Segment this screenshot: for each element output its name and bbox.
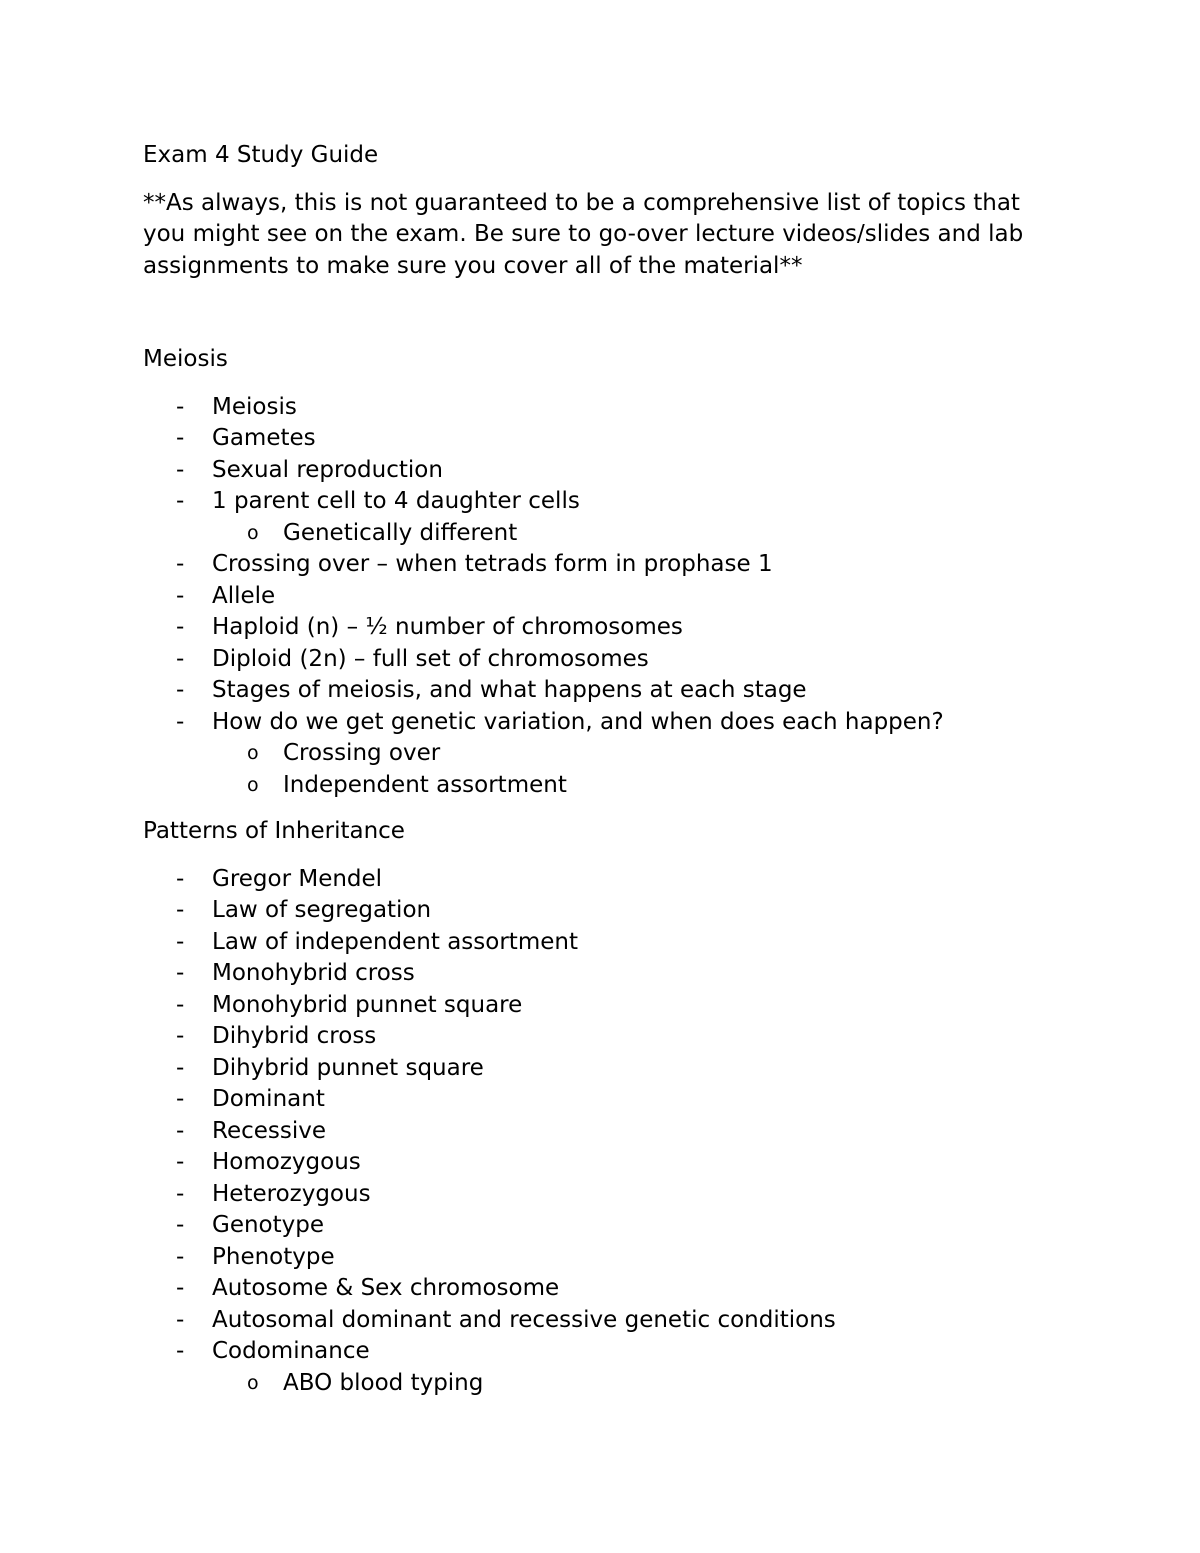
sections-container (143, 344, 1063, 1399)
list-item-text: Autosome & Sex chromosome (212, 1275, 560, 1301)
list-item-text: Homozygous (212, 1149, 361, 1175)
list-item (143, 392, 1063, 424)
dash-bullet-icon: - (176, 677, 185, 703)
list-item (143, 1053, 1063, 1085)
sub-list-item-text: Genetically different (283, 519, 518, 546)
dash-bullet-icon: - (176, 897, 185, 923)
list-item (143, 455, 1063, 487)
intro-paragraph: **As always, this is not guaranteed to be a comprehensive list of topics that you might see on the exam. Be sure to go-over lecture videos/slides and lab assignments to make sure you cover all of the material** (143, 189, 1024, 279)
dash-bullet-icon: - (176, 1275, 185, 1301)
list-item-text: 1 parent cell to 4 daughter cells (212, 488, 580, 514)
list-item-text: How do we get genetic variation, and when does each happen? (212, 708, 944, 735)
sub-list-item-text: ABO blood typing (283, 1369, 484, 1396)
list-item-text: Dihybrid cross (212, 1023, 377, 1049)
list-item (143, 864, 1063, 896)
list-item (143, 612, 1063, 644)
list-item-text: Gametes (212, 425, 316, 451)
list-item (143, 1084, 1063, 1116)
list-item (143, 423, 1063, 455)
list-item (143, 581, 1063, 613)
dash-bullet-icon: - (176, 1338, 185, 1364)
dash-bullet-icon: - (176, 645, 185, 672)
list-item-text: Stages of meiosis, and what happens at each stage (212, 677, 807, 703)
list-item-text: Crossing over – when tetrads form in prophase 1 (212, 551, 773, 577)
sub-list-item-text: Independent assortment (283, 771, 567, 798)
dash-bullet-icon: - (176, 1306, 185, 1333)
circle-bullet-icon: o (247, 1371, 259, 1394)
document-title: Exam 4 Study Guide (143, 142, 379, 168)
dash-bullet-icon: - (176, 928, 185, 955)
dash-bullet-icon: - (176, 1243, 185, 1270)
list-item-text: Recessive (212, 1117, 327, 1144)
sub-list-item (212, 738, 1063, 770)
sub-list-item (212, 770, 1063, 802)
section-heading: Meiosis (143, 346, 228, 372)
dash-bullet-icon: - (176, 614, 185, 640)
list-item (143, 1336, 1063, 1399)
dash-bullet-icon: - (176, 865, 185, 892)
circle-bullet-icon: o (247, 773, 259, 796)
list-item (143, 486, 1063, 549)
sub-list-item (212, 1368, 1063, 1400)
list-item-text: Law of independent assortment (212, 928, 578, 955)
list-item (143, 1021, 1063, 1053)
sub-bullet-list (212, 1368, 1063, 1400)
list-item-text: Autosomal dominant and recessive genetic conditions (212, 1306, 836, 1333)
list-item (143, 549, 1063, 581)
list-item-text: Phenotype (212, 1243, 335, 1270)
list-item-text: Law of segregation (212, 897, 432, 923)
list-item (143, 1273, 1063, 1305)
list-item (143, 1147, 1063, 1179)
list-item-text: Dominant (212, 1086, 325, 1112)
dash-bullet-icon: - (176, 960, 185, 986)
list-item-text: Diploid (2n) – full set of chromosomes (212, 645, 649, 672)
dash-bullet-icon: - (176, 1117, 185, 1144)
list-item (143, 1116, 1063, 1148)
dash-bullet-icon: - (176, 425, 185, 451)
list-item-text: Allele (212, 582, 276, 609)
list-item (143, 1210, 1063, 1242)
bullet-list (143, 864, 1063, 1400)
document-page (143, 140, 1063, 1414)
dash-bullet-icon: - (176, 1023, 185, 1049)
sub-list-item-text: Crossing over (283, 740, 441, 766)
list-item (143, 958, 1063, 990)
dash-bullet-icon: - (176, 582, 185, 609)
list-item-text: Genotype (212, 1212, 325, 1238)
list-item-text: Sexual reproduction (212, 456, 443, 483)
list-item-text: Heterozygous (212, 1180, 371, 1207)
list-item (143, 707, 1063, 802)
dash-bullet-icon: - (176, 456, 185, 483)
list-item-text: Meiosis (212, 393, 297, 420)
dash-bullet-icon: - (176, 1212, 185, 1238)
list-item (143, 1179, 1063, 1211)
list-item-text: Haploid (n) – ½ number of chromosomes (212, 614, 683, 640)
dash-bullet-icon: - (176, 991, 185, 1018)
list-item-text: Gregor Mendel (212, 865, 383, 892)
circle-bullet-icon: o (247, 521, 259, 544)
dash-bullet-icon: - (176, 393, 185, 420)
dash-bullet-icon: - (176, 1086, 185, 1112)
dash-bullet-icon: - (176, 1180, 185, 1207)
section-heading: Patterns of Inheritance (143, 818, 405, 844)
list-item (143, 1305, 1063, 1337)
dash-bullet-icon: - (176, 1149, 185, 1175)
circle-bullet-icon: o (247, 742, 259, 764)
list-item-text: Monohybrid punnet square (212, 991, 523, 1018)
list-item (143, 895, 1063, 927)
bullet-list (143, 392, 1063, 802)
list-item-text: Dihybrid punnet square (212, 1054, 484, 1081)
dash-bullet-icon: - (176, 488, 185, 514)
list-item (143, 1242, 1063, 1274)
sub-list-item (212, 518, 1063, 550)
list-item (143, 927, 1063, 959)
list-item (143, 990, 1063, 1022)
list-item-text: Codominance (212, 1338, 370, 1364)
sub-bullet-list (212, 738, 1063, 801)
list-item (143, 675, 1063, 707)
list-item (143, 644, 1063, 676)
dash-bullet-icon: - (176, 1054, 185, 1081)
dash-bullet-icon: - (176, 708, 185, 735)
sub-bullet-list (212, 518, 1063, 550)
list-item-text: Monohybrid cross (212, 960, 415, 986)
dash-bullet-icon: - (176, 551, 185, 577)
